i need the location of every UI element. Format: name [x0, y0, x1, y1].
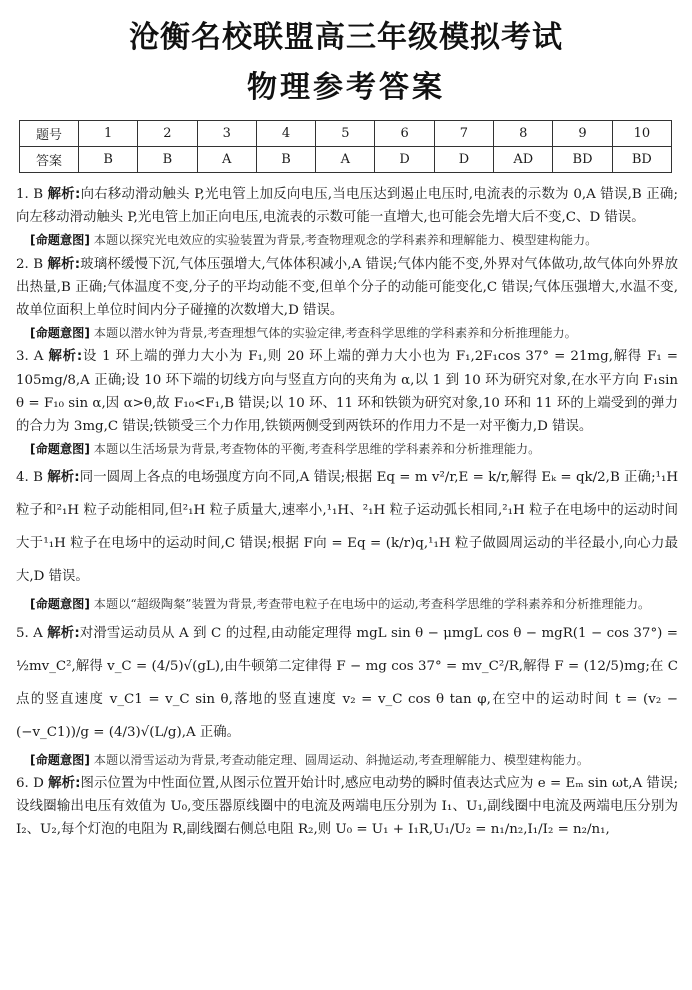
question-head: 5. A [16, 625, 43, 641]
question-head: 3. A [16, 349, 44, 365]
question-number: 3 [197, 121, 256, 147]
intent-text: 本题以探究光电效应的实验装置为背景,考查物理观念的学科素养和理解能力、模型建构能力。 [93, 233, 598, 248]
question-number: 4 [256, 121, 315, 147]
answer-cell: D [434, 147, 493, 173]
page-subtitle: 物理参考答案 [247, 70, 445, 105]
question-number: 2 [138, 121, 197, 147]
answer-table [19, 120, 672, 173]
analysis-text: 图示位置为中性面位置,从图示位置开始计时,感应电动势的瞬时值表达式应为 e = Eₘ sin ωt,A 错误;设线圈输出电压有效值为 U₀,变压器原线圈中的电流及两端电压分别为 I₁、U₁,副线圈中电流及两端电压分别为 I₂、U₂,每个灯泡的电阻为 R,副线圈右侧总电阻 R₂,则 U₀ = U₁ + I₁R,U₁/U₂ = n₁/n₂,I₁/I₂ = n₂/n₁, [16, 775, 678, 838]
answer-cell: B [138, 147, 197, 173]
row-label-number: 题号 [20, 121, 79, 147]
intent-1 [16, 229, 678, 252]
intent-3 [16, 438, 678, 461]
analysis-text: 向右移动滑动触头 P,光电管上加反向电压,当电压达到遏止电压时,电流表的示数为 0,A 错误,B 正确;向左移动滑动触头 P,光电管上加正向电压,电流表的示数可能一直增大,也可能会先增大后不变,C、D 错误。 [16, 187, 678, 226]
intent-text: 本题以“超级陶粲”装置为背景,考查带电粒子在电场中的运动,考查科学思维的学科素养和分析推理能力。 [93, 597, 651, 612]
exam-title: 沧衡名校联盟高三年级模拟考试 [129, 20, 563, 55]
intent-text: 本题以生活场景为背景,考查物体的平衡,考查科学思维的学科素养和分析推理能力。 [93, 442, 541, 457]
answer-cell: A [197, 147, 256, 173]
analysis-tag: 解析: [48, 775, 81, 791]
question-number-row [20, 121, 672, 147]
row-label-answer: 答案 [20, 147, 79, 173]
intent-4 [16, 593, 678, 616]
answer-cell: AD [494, 147, 553, 173]
solutions-body [16, 183, 678, 841]
intent-5 [16, 749, 678, 772]
intent-label: [命题意图] [30, 442, 90, 457]
answer-cell: B [79, 147, 138, 173]
answer-cell: A [316, 147, 375, 173]
answer-cell: B [256, 147, 315, 173]
analysis-text: 设 1 环上端的弹力大小为 F₁,则 20 环上端的弹力大小也为 F₁,2F₁cos 37° = 21mg,解得 F₁ = 105mg/8,A 正确;设 10 环下端的切线方向与竖直方向的夹角为 α,以 1 到 10 环为研究对象,在水平方向 F₁sin θ = F₁₀ sin α,因 α>θ,故 F₁₀<F₁,B 错误;以 10 环、11 环和铁锁为研究对象,10 环和 11 环的上端受到的弹力的合力为 3mg,C 错误;铁锁受三个力作用,铁锁两侧受到两铁环的作用力不是一对平衡力,D 错误。 [16, 349, 678, 435]
answer-row [20, 147, 672, 173]
question-number: 9 [553, 121, 612, 147]
analysis-tag: 解析: [47, 187, 81, 202]
analysis-text: 同一圆周上各点的电场强度方向不同,A 错误;根据 Eq = m v²/r,E = k/r,解得 Eₖ = qk/2,B 正确;¹₁H 粒子和²₁H 粒子动能相同,但²₁H 粒子质量大,速率小,¹₁H、²₁H 粒子运动弧长相同,²₁H 粒子在电场中的运动时间大于¹₁H 粒子在电场中的运动时间,C 错误;根据 F向 = Eq = (k/r)q,¹₁H 粒子做圆周运动的半径最小,向心力最大,D 错误。 [16, 470, 679, 585]
intent-text: 本题以滑雪运动为背景,考查动能定理、圆周运动、斜抛运动,考查理解能力、模型建构能力。 [93, 752, 590, 767]
intent-label: [命题意图] [30, 752, 90, 767]
intent-2 [16, 322, 678, 345]
question-number: 10 [612, 121, 671, 147]
answer-cell: BD [553, 147, 612, 173]
question-head: 6. D [16, 775, 44, 791]
intent-label: [命题意图] [30, 233, 90, 248]
solution-5 [16, 617, 678, 749]
analysis-tag: 解析: [47, 470, 80, 486]
analysis-text: 对滑雪运动员从 A 到 C 的过程,由动能定理得 mgL sin θ − μmgL cos θ − mgR(1 − cos 37°) = ½mv_C²,解得 v_C = (4/5)√(gL),由牛顿第二定律得 F − mg cos 37° = mv_C²/R,解得 F = (12/5)mg;在 C 点的竖直速度 v_C1 = v_C sin θ,落地的竖直速度 v₂ = v_C cos θ tan φ,在空中的运动时间 t = (v₂ − (−v_C1))/g = (4/3)√(L/g),A 正确。 [16, 625, 678, 740]
question-number: 7 [434, 121, 493, 147]
question-number: 6 [375, 121, 434, 147]
question-head: 4. B [16, 470, 43, 486]
analysis-tag: 解析: [47, 256, 81, 272]
question-number: 1 [79, 121, 138, 147]
solution-3 [16, 345, 678, 438]
intent-label: [命题意图] [30, 326, 90, 341]
analysis-tag: 解析: [48, 349, 83, 365]
answer-cell: BD [612, 147, 671, 173]
intent-text: 本题以潜水钟为背景,考查理想气体的实验定律,考查科学思维的学科素养和分析推理能力。 [93, 326, 577, 341]
solution-2 [16, 253, 678, 323]
intent-label: [命题意图] [30, 597, 90, 612]
question-number: 8 [494, 121, 553, 147]
question-number: 5 [316, 121, 375, 147]
solution-6 [16, 772, 678, 842]
solution-1 [16, 183, 678, 229]
solution-4 [16, 461, 678, 593]
analysis-tag: 解析: [47, 625, 80, 641]
answer-cell: D [375, 147, 434, 173]
analysis-text: 玻璃杯缓慢下沉,气体压强增大,气体体积减小,A 错误;气体内能不变,外界对气体做功,故气体向外界放出热量,B 正确;气体温度不变,分子的平均动能不变,但单个分子的动能可能变化,C 错误;气体压强增大,水温不变,故单位面积上单位时间内分子碰撞的次数增大,D 错误。 [16, 256, 678, 319]
question-head: 2. B [16, 256, 44, 272]
question-head: 1. B [16, 187, 44, 202]
